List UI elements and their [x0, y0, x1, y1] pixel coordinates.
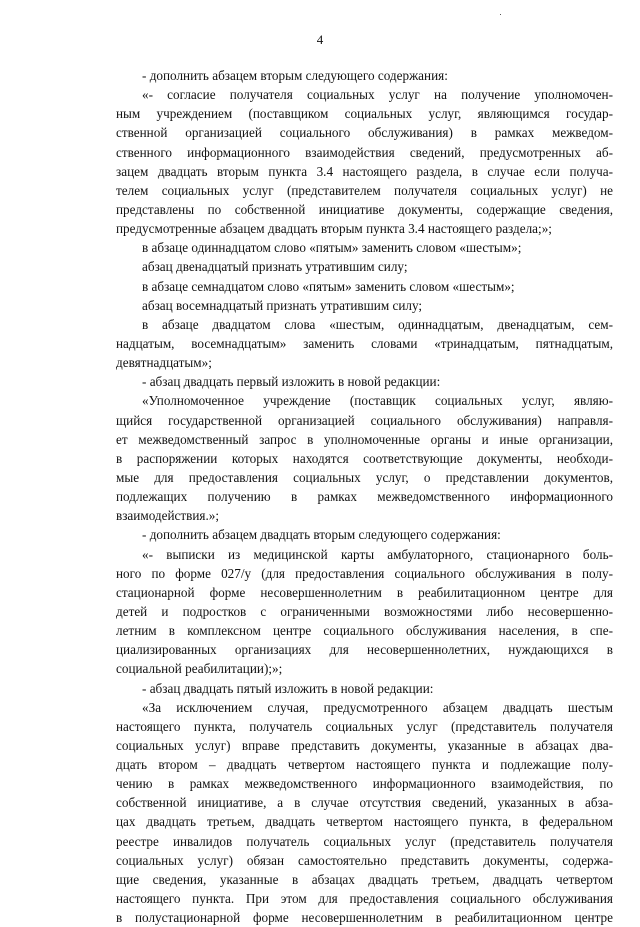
text-line: телем социальных услуг (представителем получателя социальных услуг) не [116, 182, 613, 198]
text-line: социальных услуг) вправе представить документы, указанные в абзацах два- [116, 737, 613, 753]
text-line: девятнадцатым»; [116, 355, 212, 371]
text-line: в распоряжении которых находятся соответствующие документы, необходи- [116, 450, 613, 466]
text-line: в абзаце одиннадцатом слово «пятым» заменить словом «шестым»; [142, 240, 522, 256]
text-line: абзац двенадцатый признать утратившим силу; [142, 259, 408, 275]
text-line: ет межведомственный запрос в уполномоченные органы и иные организации, [116, 431, 613, 447]
text-line: в абзаце двадцатом слова «шестым, одиннадцатым, двенадцатым, сем- [142, 316, 613, 332]
text-line: - дополнить абзацем вторым следующего содержания: [142, 68, 448, 83]
text-line: щие сведения, указанные в абзацах двадцать третьем, двадцать четвертом [116, 871, 613, 887]
scan-dot-mark [500, 14, 501, 15]
text-line: подлежащих получению в рамках межведомственного информационного [116, 489, 613, 505]
text-line: взаимодействия.»; [116, 508, 220, 524]
text-line: ственной организацией социального обслуживания) в рамках межведом- [116, 125, 613, 141]
text-line: циализированных организациях для несовершеннолетних, нуждающихся в [116, 642, 613, 658]
text-line: «- выписки из медицинской карты амбулаторного, стационарного боль- [142, 546, 613, 562]
text-line: социальных услуг) обязан самостоятельно представить документы, содержа- [116, 852, 613, 868]
text-line: настоящего пункта, получатель социальных услуг (представитель получателя [116, 718, 613, 734]
text-line: ного по форме 027/у (для предоставления социального обслуживания в полу- [116, 565, 613, 581]
text-line: в абзаце семнадцатом слово «пятым» заменить словом «шестым»; [142, 278, 515, 294]
text-line: цах двадцать третьем, двадцать четвертом настоящего пункта, в федеральном [116, 814, 613, 830]
text-line: «Уполномоченное учреждение (поставщик социальных услуг, являю- [142, 393, 613, 409]
page-number: 4 [316, 32, 324, 47]
text-line: зацем двадцать вторым пункта 3.4 настоящего раздела, в случае если получа- [116, 163, 613, 179]
text-line: - абзац двадцать первый изложить в новой редакции: [142, 374, 441, 390]
text-line: - дополнить абзацем двадцать вторым следующего содержания: [142, 527, 501, 543]
text-line: собственной инициативе, а в случае отсутствия сведений, указанных в абза- [116, 795, 613, 811]
text-line: настоящего пункта. При этом для предоставления социального обслуживания [116, 891, 613, 907]
text-line: в полустационарной форме несовершеннолетним в реабилитационном центре [116, 910, 613, 926]
text-line: ственного информационного взаимодействия сведений, предусмотренных аб- [116, 144, 613, 160]
text-line: стационарной форме несовершеннолетним в реабилитационном центре для [116, 584, 613, 600]
text-line: щийся государственной организацией социального обслуживания) направля- [116, 412, 613, 428]
text-line: детей и подростков с ограниченными возможностями либо несовершенно- [116, 603, 613, 619]
text-line: «За исключением случая, предусмотренного абзацем двадцать шестым [142, 699, 613, 715]
text-line: летним в комплексном центре социального обслуживания населения, в спе- [116, 623, 613, 639]
text-line: предусмотренные абзацем двадцать вторым пункта 3.4 настоящего раздела;»; [116, 221, 552, 237]
text-line: дцать втором – двадцать четвертом настоящего пункта и подлежащие полу- [116, 757, 613, 773]
text-line: надцатым, восемнадцатым» заменить словами «тринадцатым, пятнадцатым, [116, 335, 613, 351]
text-line: «- согласие получателя социальных услуг на получение уполномочен- [142, 87, 613, 103]
text-line: абзац восемнадцатый признать утратившим силу; [142, 297, 423, 313]
text-line: представлены по собственной инициативе документы, содержащие сведения, [116, 201, 613, 217]
text-line: реестре инвалидов получатель социальных услуг (представитель получателя [116, 833, 613, 849]
text-line: социальной реабилитации);»; [116, 661, 283, 677]
text-line: - абзац двадцать пятый изложить в новой редакции: [142, 680, 434, 696]
text-line: мые для предоставления социальных услуг, о представлении документов, [116, 469, 613, 485]
text-line: чению в рамках межведомственного информационного взаимодействия, по [116, 776, 613, 792]
text-line: ным учреждением (поставщиком социальных услуг, являющимся государ- [116, 106, 613, 122]
document-text-body [116, 66, 613, 927]
